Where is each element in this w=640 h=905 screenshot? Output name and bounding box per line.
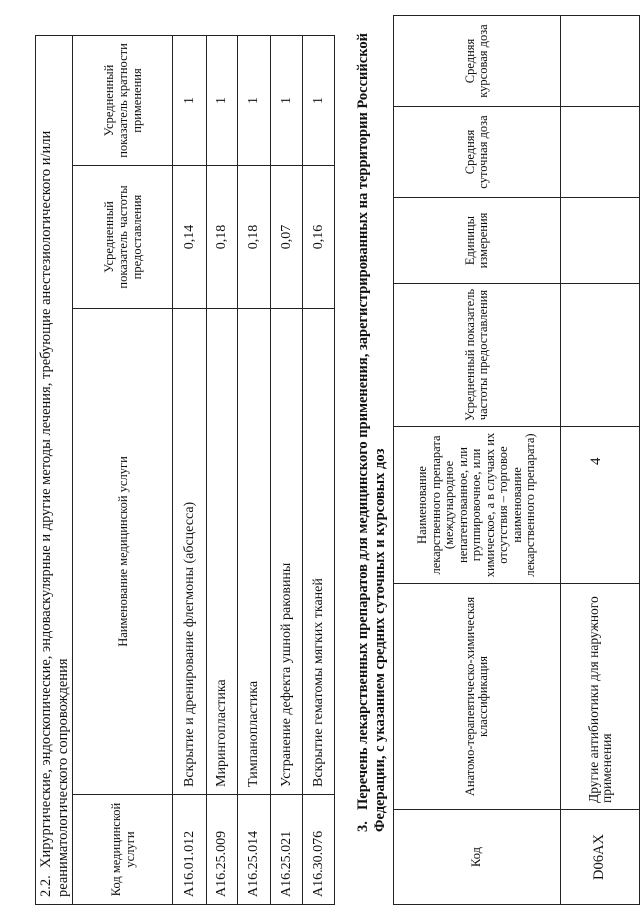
- multiplicity-value: 1: [271, 35, 303, 166]
- multiplicity-value: 1: [303, 35, 335, 166]
- course-dose-cell: [560, 15, 640, 107]
- multiplicity-value: 1: [207, 35, 238, 166]
- header-multiplicity: Усредненный показатель кратности применения: [73, 35, 173, 166]
- multiplicity-value: 1: [173, 35, 207, 166]
- header-service-name: Наименование медицинской услуги: [73, 309, 173, 795]
- header-frequency: Усредненный показатель частоты предоставления: [393, 284, 560, 427]
- section-3-heading: Перечень лекарственных препаратов для медицинского применения, зарегистрированных на территории Российской Федерации, с указанием средних суточных и курсовых доз: [355, 33, 388, 832]
- service-code: A16.01.012: [173, 795, 207, 905]
- header-frequency: Усредненный показатель частоты предоставления: [73, 166, 173, 309]
- service-name: Вскрытие гематомы мягких тканей: [303, 309, 335, 795]
- service-name: Тимпанопластика: [238, 309, 271, 795]
- frequency-value: 0,07: [271, 166, 303, 309]
- header-code: Код: [393, 810, 560, 905]
- section-3-title: [355, 2, 389, 832]
- table-row: [303, 35, 335, 905]
- table-row: [238, 35, 271, 905]
- header-drug-name: Наименование лекарственного препарата (международное непатентованное, или группировочное, или химическое, а в случаях их отсутствия – торговое наименование лекарственного препарата): [393, 427, 560, 584]
- service-code: A16.25.021: [271, 795, 303, 905]
- table-header-row: [73, 35, 173, 905]
- frequency-cell: [560, 284, 640, 427]
- header-daily-dose: Средняя суточная доза: [393, 107, 560, 198]
- daily-dose-cell: [560, 107, 640, 198]
- drug-code: D06AX: [560, 810, 640, 905]
- table-caption-row: [35, 35, 73, 905]
- service-name: Устранение дефекта ушной раковины: [271, 309, 303, 795]
- frequency-value: 0,14: [173, 166, 207, 309]
- service-name: Мирингопластика: [207, 309, 238, 795]
- header-service-code: Код медицинской услуги: [73, 795, 173, 905]
- section-2-2-title: 2.2. Хирургические, эндоскопические, эндоваскулярные и другие методы лечения, требующие анестезиологического и/или реаниматологического сопровождения: [36, 35, 73, 905]
- table-row: [207, 35, 238, 905]
- service-code: A16.25.009: [207, 795, 238, 905]
- page-number: 4: [588, 457, 604, 465]
- section-3-number: 3.: [355, 821, 371, 832]
- drug-name-cell: [560, 427, 640, 584]
- header-atc-classification: Анатомо-терапевтическо-химическая классификация: [393, 584, 560, 810]
- frequency-value: 0,18: [238, 166, 271, 309]
- table-row: [271, 35, 303, 905]
- service-code: A16.25.014: [238, 795, 271, 905]
- header-course-dose: Средняя курсовая доза: [393, 15, 560, 107]
- table-row: [173, 35, 207, 905]
- units-cell: [560, 198, 640, 284]
- frequency-value: 0,18: [207, 166, 238, 309]
- header-units: Единицы измерения: [393, 198, 560, 284]
- frequency-value: 0,16: [303, 166, 335, 309]
- service-code: A16.30.076: [303, 795, 335, 905]
- service-name: Вскрытие и дренирование флегмоны (абсцесса): [173, 309, 207, 795]
- multiplicity-value: 1: [238, 35, 271, 166]
- atc-group-name: Другие антибиотики для наружного применения: [560, 584, 640, 810]
